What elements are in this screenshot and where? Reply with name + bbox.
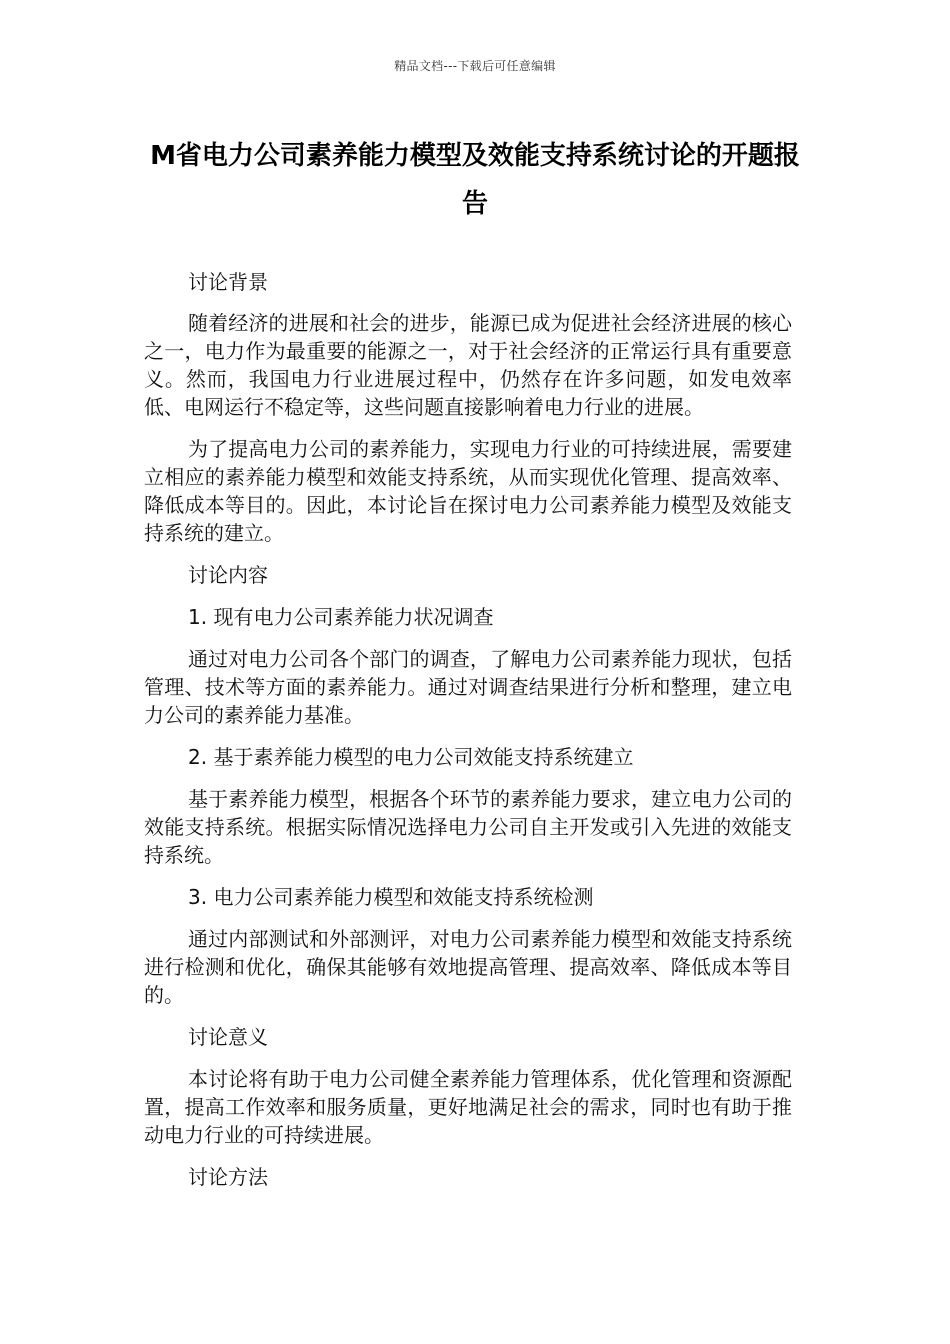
significance-paragraph: 本讨论将有助于电力公司健全素养能力管理体系，优化管理和资源配置，提高工作效率和服务质量，更好地满足社会的需求，同时也有助于推动电力行业的可持续进展。: [144, 1067, 792, 1147]
content-item-3-title: 3. 电力公司素养能力模型和效能支持系统检测: [188, 885, 594, 909]
section-heading-significance: 讨论意义: [188, 1025, 268, 1049]
document-body: [144, 268, 792, 1191]
content-item-3-text: 通过内部测试和外部测评，对电力公司素养能力模型和效能支持系统进行检测和优化，确保其能够有效地提高管理、提高效率、降低成本等目的。: [144, 927, 792, 1007]
section-heading-content: 讨论内容: [188, 563, 268, 587]
background-paragraph-2: 为了提高电力公司的素养能力，实现电力行业的可持续进展，需要建立相应的素养能力模型和效能支持系统，从而实现优化管理、提高效率、降低成本等目的。因此，本讨论旨在探讨电力公司素养能力模型及效能支持系统的建立。: [144, 437, 792, 545]
section-heading-method: 讨论方法: [188, 1165, 268, 1189]
content-item-1-text: 通过对电力公司各个部门的调查，了解电力公司素养能力现状，包括管理、技术等方面的素养能力。通过对调查结果进行分析和整理，建立电力公司的素养能力基准。: [144, 647, 792, 727]
content-item-2-title: 2. 基于素养能力模型的电力公司效能支持系统建立: [188, 745, 634, 769]
document-title: M省电力公司素养能力模型及效能支持系统讨论的开题报告: [150, 141, 800, 219]
background-paragraph-1: 随着经济的进展和社会的进步，能源已成为促进社会经济进展的核心之一，电力作为最重要的能源之一，对于社会经济的正常运行具有重要意义。然而，我国电力行业进展过程中，仍然存在许多问题，如发电效率低、电网运行不稳定等，这些问题直接影响着电力行业的进展。: [144, 311, 792, 419]
content-item-2-text: 基于素养能力模型，根据各个环节的素养能力要求，建立电力公司的效能支持系统。根据实际情况选择电力公司自主开发或引入先进的效能支持系统。: [144, 787, 792, 867]
section-heading-background: 讨论背景: [188, 270, 268, 294]
content-item-1-title: 1. 现有电力公司素养能力状况调查: [188, 605, 494, 629]
header-note: 精品文档---下载后可任意编辑: [394, 59, 556, 73]
